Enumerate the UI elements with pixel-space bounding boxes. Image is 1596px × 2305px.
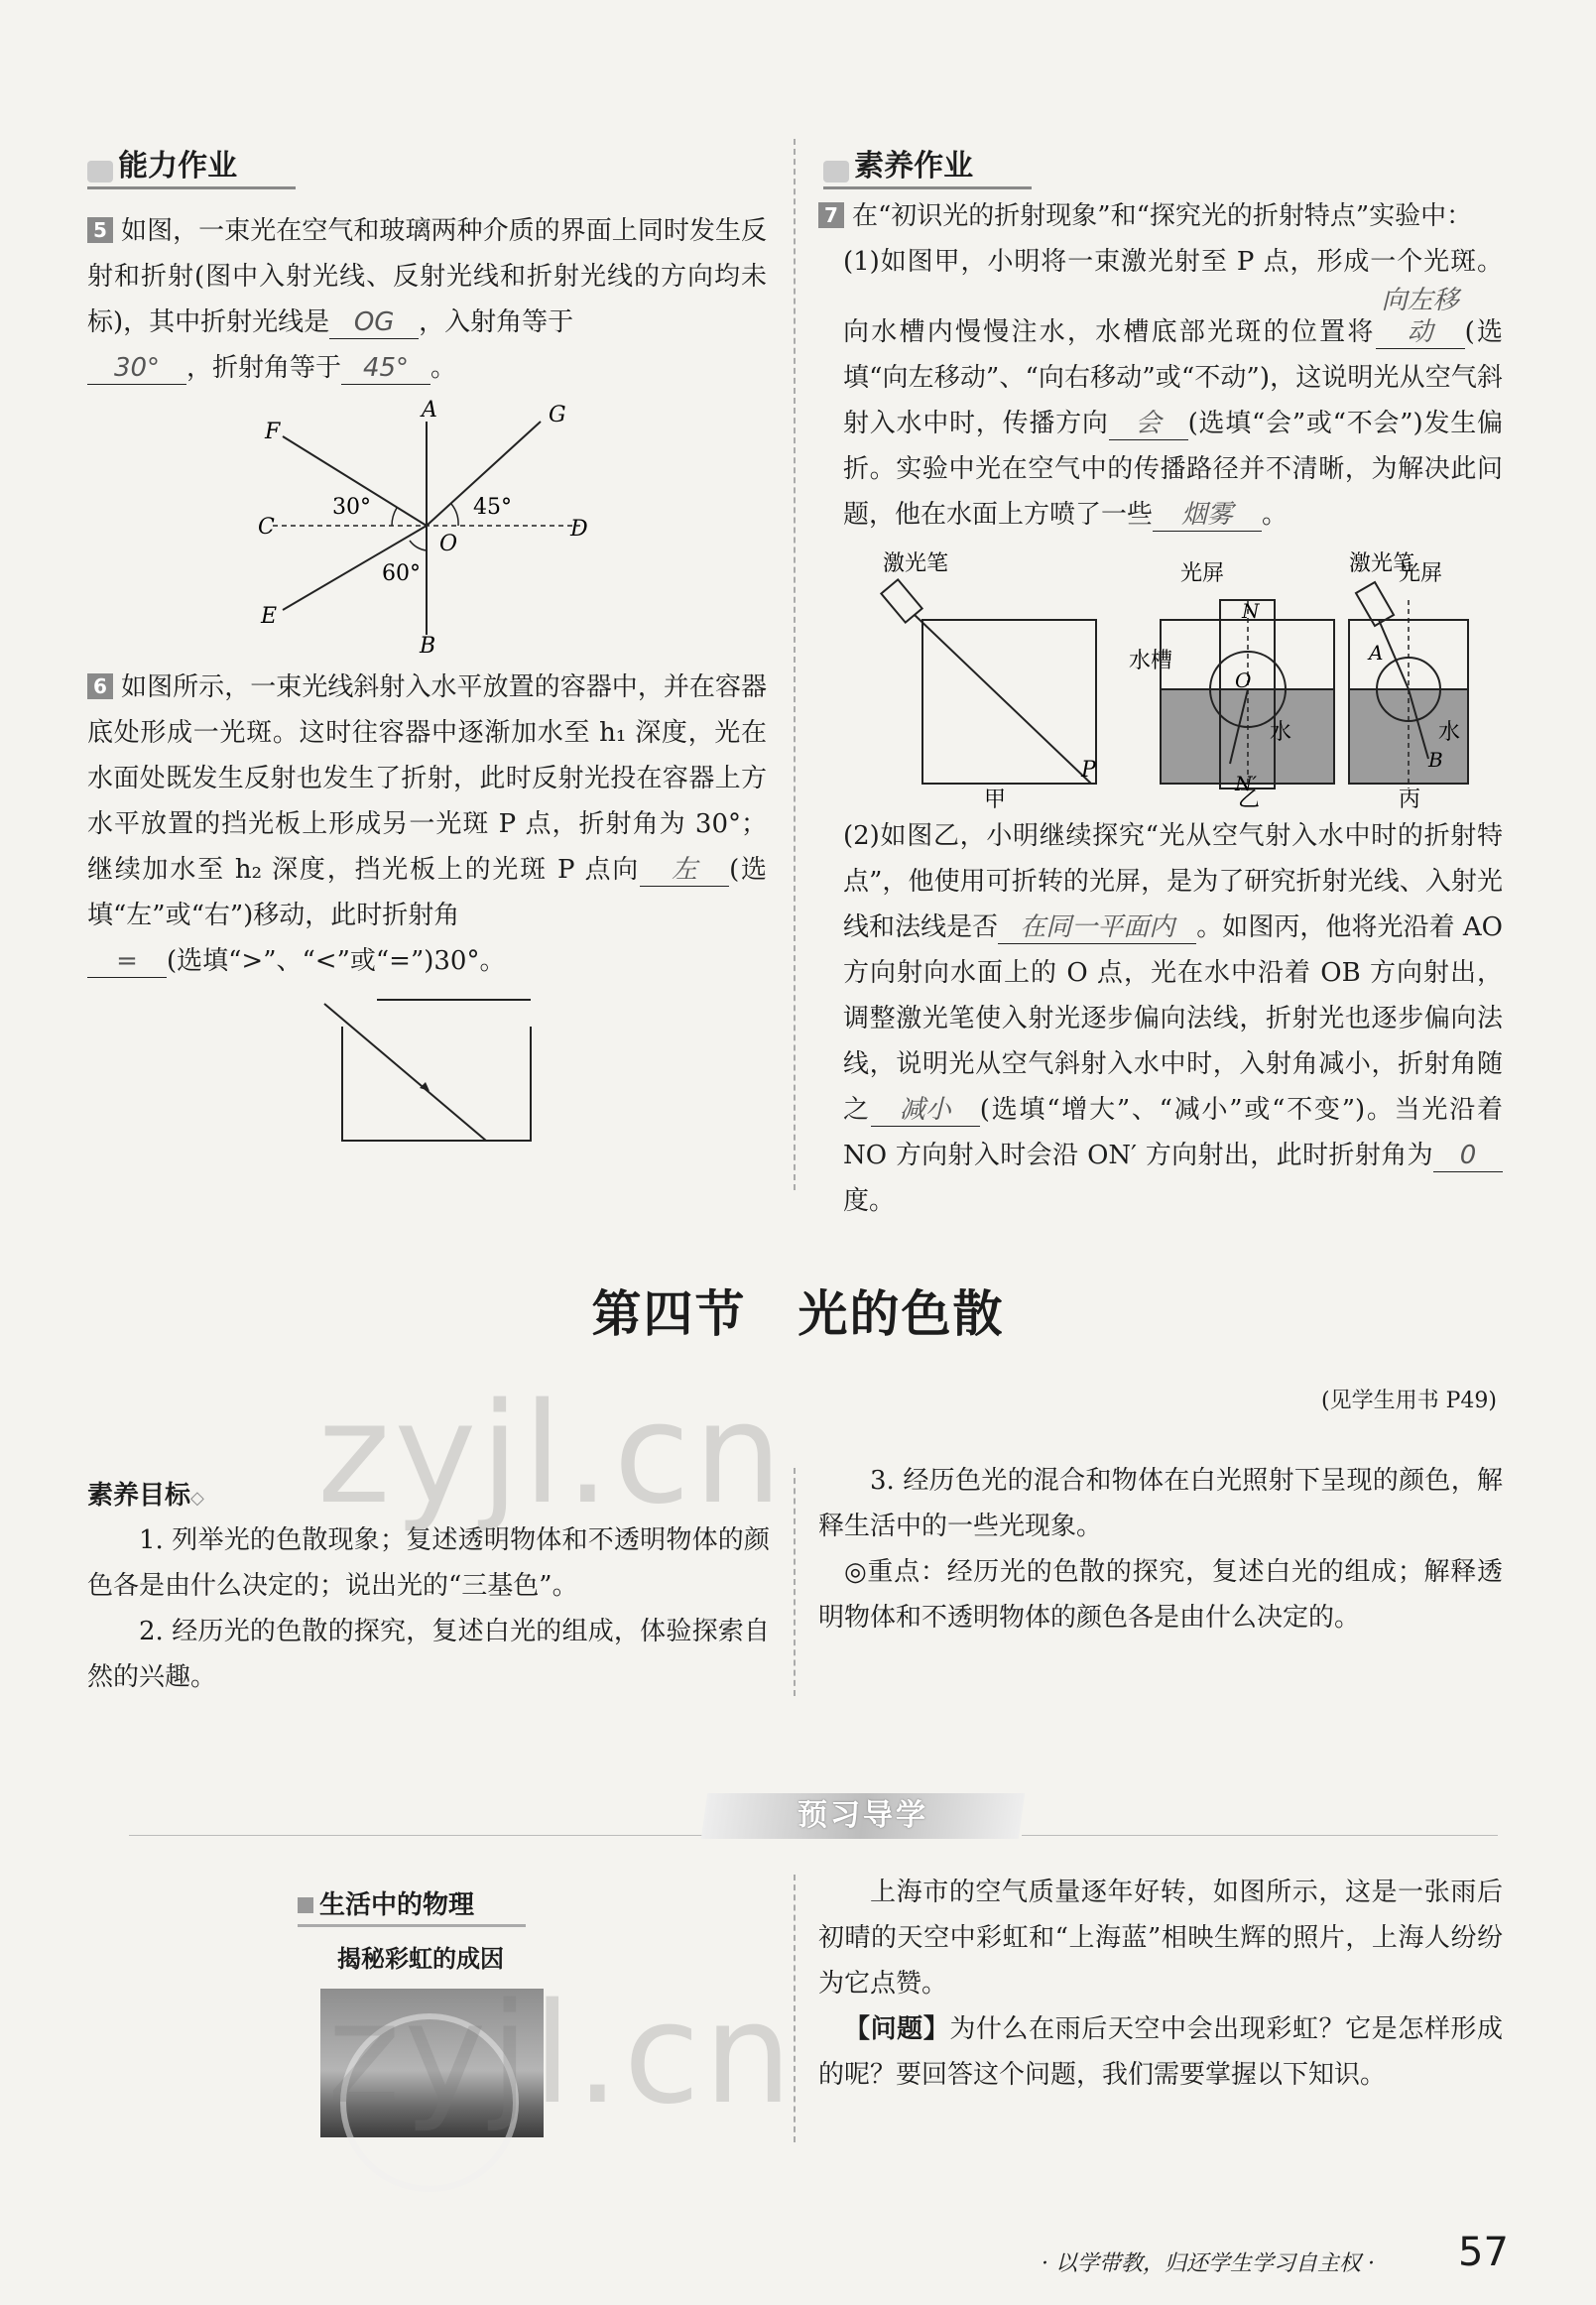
- label-O: O: [439, 532, 458, 556]
- angle-30-label: 30°: [332, 495, 371, 520]
- fig-yi-tank-label: 水槽: [1129, 649, 1173, 673]
- fig-yi-screen-label: 光屏: [1180, 561, 1225, 586]
- preview-banner: 预习导学: [701, 1793, 1025, 1839]
- left-section-header: [87, 141, 286, 184]
- q5-answer-1: OG: [329, 306, 419, 339]
- q7-answer-1: 向左移动: [1376, 285, 1465, 349]
- preview-banner-line-right: [1022, 1835, 1498, 1836]
- fig-jia-laser-label: 激光笔: [883, 551, 949, 576]
- q5-diagram: [253, 397, 600, 655]
- question-7-number: 7: [818, 202, 844, 228]
- fig-yi-water-label: 水: [1270, 720, 1292, 745]
- question-7-part-2: (2)如图乙，小明继续探究“光从空气射入水中时的折射特点”，他使用可折转的光屏，是为了研究折射光线、入射光线和法线是否 在同一平面内 。如图丙，他将光沿着 AO 方向射向水面上的 O 点，光在水中沿着 OB 方向射出，调整激光笔使入射光逐步偏向法线，折射光也逐步偏向法线，说明光从空气斜射入水中时，入射角减小，折射角随之 减小 (选填“增大”、“减小”或“不变”)。当光沿着 NO 方向射入时会沿 ON′ 方向射出，此时折射角为 0度。: [843, 821, 1503, 1216]
- preview-text: 上海市的空气质量逐年好转，如图所示，这是一张雨后初晴的天空中彩虹和“上海蓝”相映生辉的照片，上海人纷纷为它点赞。: [818, 1878, 1503, 1999]
- life-physics-title: 生活中的物理: [298, 1884, 474, 1921]
- q7-answer-2: 会: [1109, 408, 1188, 440]
- chapter-title: 第四节 光的色散: [591, 1284, 1005, 1343]
- key-point: ◎重点：经历光的色散的探究，复述白光的组成；解释透明物体和不透明物体的颜色各是由什么决定的。: [818, 1557, 1503, 1633]
- goal-1: 1. 列举光的色散现象；复述透明物体和不透明物体的颜色各是由什么决定的；说出光的“三基色”。: [87, 1525, 770, 1601]
- fig-yi-label: 乙: [1238, 788, 1261, 808]
- label-E: E: [261, 604, 278, 629]
- square-bullet-icon: [298, 1897, 313, 1913]
- label-D: D: [570, 517, 588, 542]
- life-physics-title-rule: [298, 1924, 526, 1927]
- right-section-header: [823, 141, 1022, 184]
- footer-motto: · 以学带教，归还学生学习自主权 ·: [1042, 2251, 1375, 2276]
- fig-bing-laser-label: 激光笔: [1349, 551, 1415, 576]
- right-section-rule: [823, 186, 1032, 189]
- question-6-number: 6: [87, 673, 113, 699]
- goals-heading: 素养目标◇: [87, 1481, 204, 1511]
- chapter-reference: (见学生用书 P49): [1321, 1389, 1497, 1413]
- diamond-icon: ◇: [190, 1488, 204, 1509]
- q7-answer-6: 0: [1433, 1140, 1503, 1172]
- pencil-icon: [87, 161, 113, 182]
- preview-banner-line-left: [129, 1835, 704, 1836]
- question-7-intro: 7 在“初识光的折射现象”和“探究光的折射特点”实验中：: [818, 193, 1503, 239]
- q7-answer-5: 减小: [871, 1094, 980, 1127]
- goal-3: 3. 经历色光的混合和物体在白光照射下呈现的颜色，解释生活中的一些光现象。: [818, 1466, 1503, 1541]
- pencil-icon: [823, 161, 849, 182]
- question-5-number: 5: [87, 217, 113, 243]
- fig-bing-B-label: B: [1428, 748, 1443, 772]
- fig-bing-screen-label: 光屏: [1399, 561, 1443, 586]
- right-section-title: 素养作业: [854, 149, 974, 183]
- life-physics-subtitle: 揭秘彩虹的成因: [337, 1945, 504, 1973]
- preview-question: 【问题】为什么在雨后天空中会出现彩虹？它是怎样形成的呢？要回答这个问题，我们需要掌握以下知识。: [818, 2014, 1503, 2090]
- q6-answer-2: =: [87, 945, 167, 978]
- fig-yi-N-label: N: [1242, 599, 1260, 623]
- q7-answer-3: 烟雾: [1153, 499, 1262, 532]
- fig-bing-label: 丙: [1399, 788, 1421, 808]
- q5-answer-2: 30°: [87, 352, 186, 385]
- question-6: 6 如图所示，一束光线斜射入水平放置的容器中，并在容器底处形成一光斑。这时往容器中逐渐加水至 h₁ 深度，光在水面处既发生反射也发生了折射，此时反射光投在容器上方水平放置的挡光板上形成另一光斑 P 点，折射角为 30°；继续加水至 h₂ 深度，挡光板上的光斑 P 点向 左 (选填“左”或“右”)移动，此时折射角 = (选填“>”、“<”或“=”)30°。: [87, 672, 767, 976]
- watermark-2: zyjl.cn: [327, 1974, 797, 2135]
- fig-yi-O-label: O: [1235, 668, 1252, 692]
- fig-jia-label: 甲: [984, 788, 1007, 808]
- watermark-1: zyjl.cn: [317, 1374, 787, 1535]
- q6-answer-1: 左: [640, 854, 729, 887]
- goal-2: 2. 经历光的色散的探究，复述白光的组成，体验探索自然的兴趣。: [87, 1617, 770, 1692]
- q6-diagram: [312, 992, 536, 1146]
- column-divider-top: [794, 139, 796, 1190]
- column-divider-goals: [794, 1468, 796, 1696]
- label-C: C: [258, 515, 275, 540]
- label-G: G: [549, 403, 566, 427]
- fig-yi-Nprime-label: N′: [1235, 772, 1258, 795]
- fig-bing-A-label: A: [1369, 641, 1384, 665]
- question-7-part-1: (1)如图甲，小明将一束激光射至 P 点，形成一个光斑。向水槽内慢慢注水，水槽底部光斑的位置将向左移动 (选填“向左移动”、“向右移动”或“不动”)，这说明光从空气斜射入水中时，传播方向 会 (选填“会”或“不会”)发生偏折。实验中光在空气中的传播路径并不清晰，为解决此问题，他在水面上方喷了一些 烟雾 。: [843, 247, 1503, 530]
- fig-jia-P-label: P: [1081, 758, 1096, 783]
- left-section-rule: [87, 186, 296, 189]
- q7-diagrams: [873, 541, 1488, 808]
- angle-60-label: 60°: [382, 561, 421, 586]
- fig-bing-water-label: 水: [1438, 720, 1461, 745]
- label-A: A: [422, 398, 437, 423]
- q5-answer-3: 45°: [341, 352, 430, 385]
- q7-answer-4: 在同一平面内: [998, 911, 1196, 944]
- question-5: 5 如图，一束光在空气和玻璃两种介质的界面上同时发生反射和折射(图中入射光线、反射光线和折射光线的方向均未标)，其中折射光线是 OG ，入射角等于 30° ，折射角等于 45° 。: [87, 216, 767, 383]
- page-number: 57: [1458, 2230, 1509, 2275]
- label-F: F: [265, 420, 281, 444]
- left-section-title: 能力作业: [118, 149, 238, 183]
- label-B: B: [420, 634, 436, 655]
- angle-45-label: 45°: [473, 495, 512, 520]
